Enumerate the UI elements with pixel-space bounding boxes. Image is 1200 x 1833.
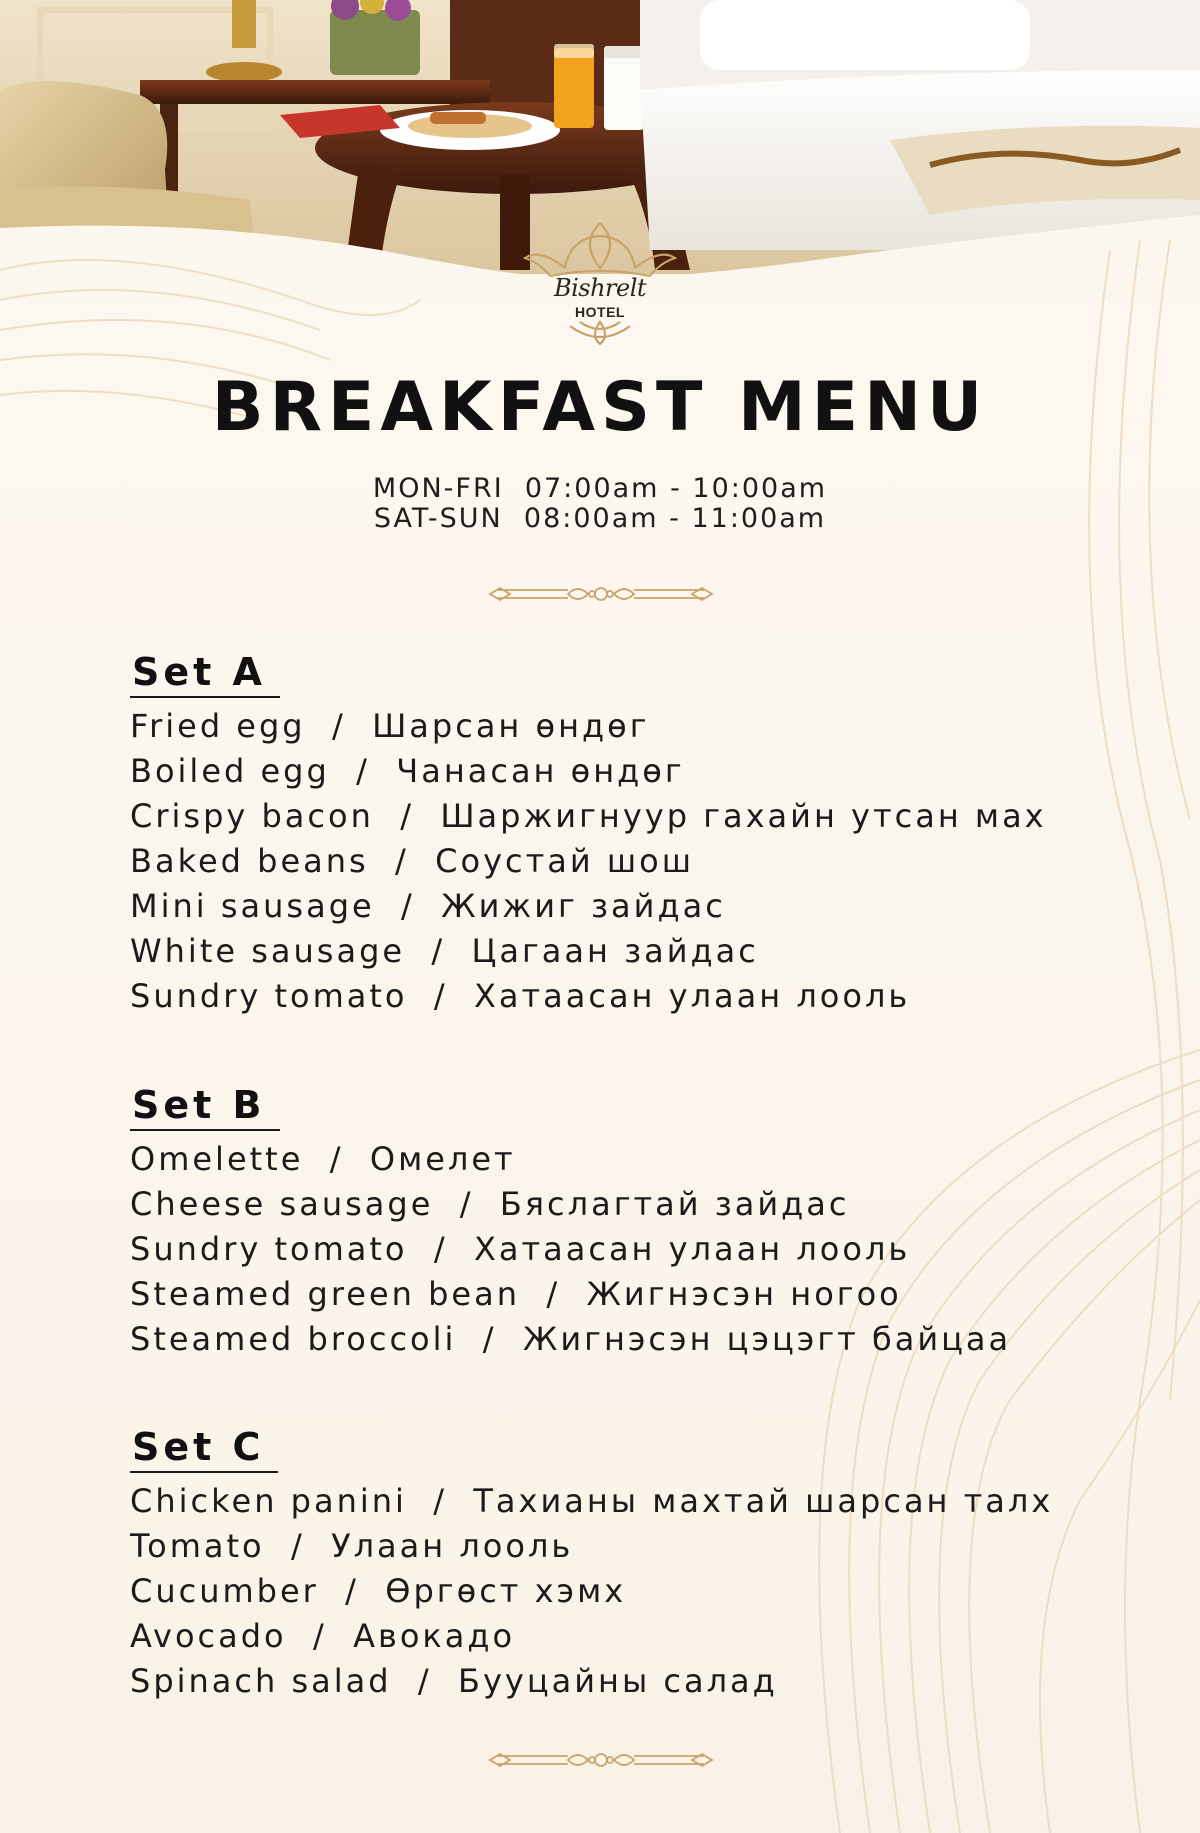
- hours-weekdays: MON-FRI 07:00am - 10:00am: [372, 473, 828, 504]
- logo-script-text: Bishrelt: [553, 274, 647, 302]
- section-title: Set B: [130, 1083, 280, 1131]
- section-title: Set C: [130, 1425, 278, 1473]
- menu-item: Cucumber / Өргөст хэмх: [130, 1572, 627, 1610]
- menu-item: Chicken panini / Тахианы махтай шарсан талх: [130, 1482, 1054, 1520]
- menu-item: Spinach salad / Бууцайны салад: [130, 1662, 778, 1700]
- menu-item: Mini sausage / Жижиг зайдас: [130, 887, 726, 925]
- menu-item: Omelette / Омелет: [130, 1140, 516, 1178]
- menu-section-set-a: [130, 650, 1130, 1019]
- menu-item: Cheese sausage / Бяслагтай зайдас: [130, 1185, 850, 1223]
- hotel-logo: [510, 218, 690, 348]
- menu-item: Sundry tomato / Хатаасан улаан лооль: [130, 1230, 911, 1268]
- menu-section-set-c: [130, 1425, 1130, 1704]
- section-title: Set A: [130, 650, 280, 698]
- logo-hotel-text: HOTEL: [575, 304, 625, 320]
- menu-item: Fried egg / Шарсан өндөг: [130, 707, 650, 745]
- menu-item: Crispy bacon / Шаржигнуур гахайн утсан мах: [130, 797, 1047, 835]
- ornament-divider-icon: [488, 582, 714, 606]
- menu-item-list: [130, 1479, 1130, 1704]
- hours-weekend: SAT-SUN 08:00am - 11:00am: [373, 503, 827, 534]
- menu-item-list: [130, 1137, 1130, 1362]
- menu-item: Avocado / Авокадо: [130, 1617, 516, 1655]
- menu-title: BREAKFAST MENU: [211, 368, 989, 447]
- menu-item: Steamed broccoli / Жигнэсэн цэцэгт байцаа: [130, 1320, 1012, 1358]
- menu-item: Boiled egg / Чанасан өндөг: [130, 752, 685, 790]
- menu-item: Baked beans / Соустай шош: [130, 842, 694, 880]
- menu-item: Tomato / Улаан лооль: [130, 1527, 574, 1565]
- opening-hours: [0, 474, 1200, 534]
- menu-item: White sausage / Цагаан зайдас: [130, 932, 759, 970]
- ornament-divider-icon: [488, 1748, 714, 1772]
- menu-item-list: [130, 704, 1130, 1019]
- menu-item: Sundry tomato / Хатаасан улаан лооль: [130, 977, 911, 1015]
- menu-section-set-b: [130, 1083, 1130, 1362]
- menu-item: Steamed green bean / Жигнэсэн ногоо: [130, 1275, 902, 1313]
